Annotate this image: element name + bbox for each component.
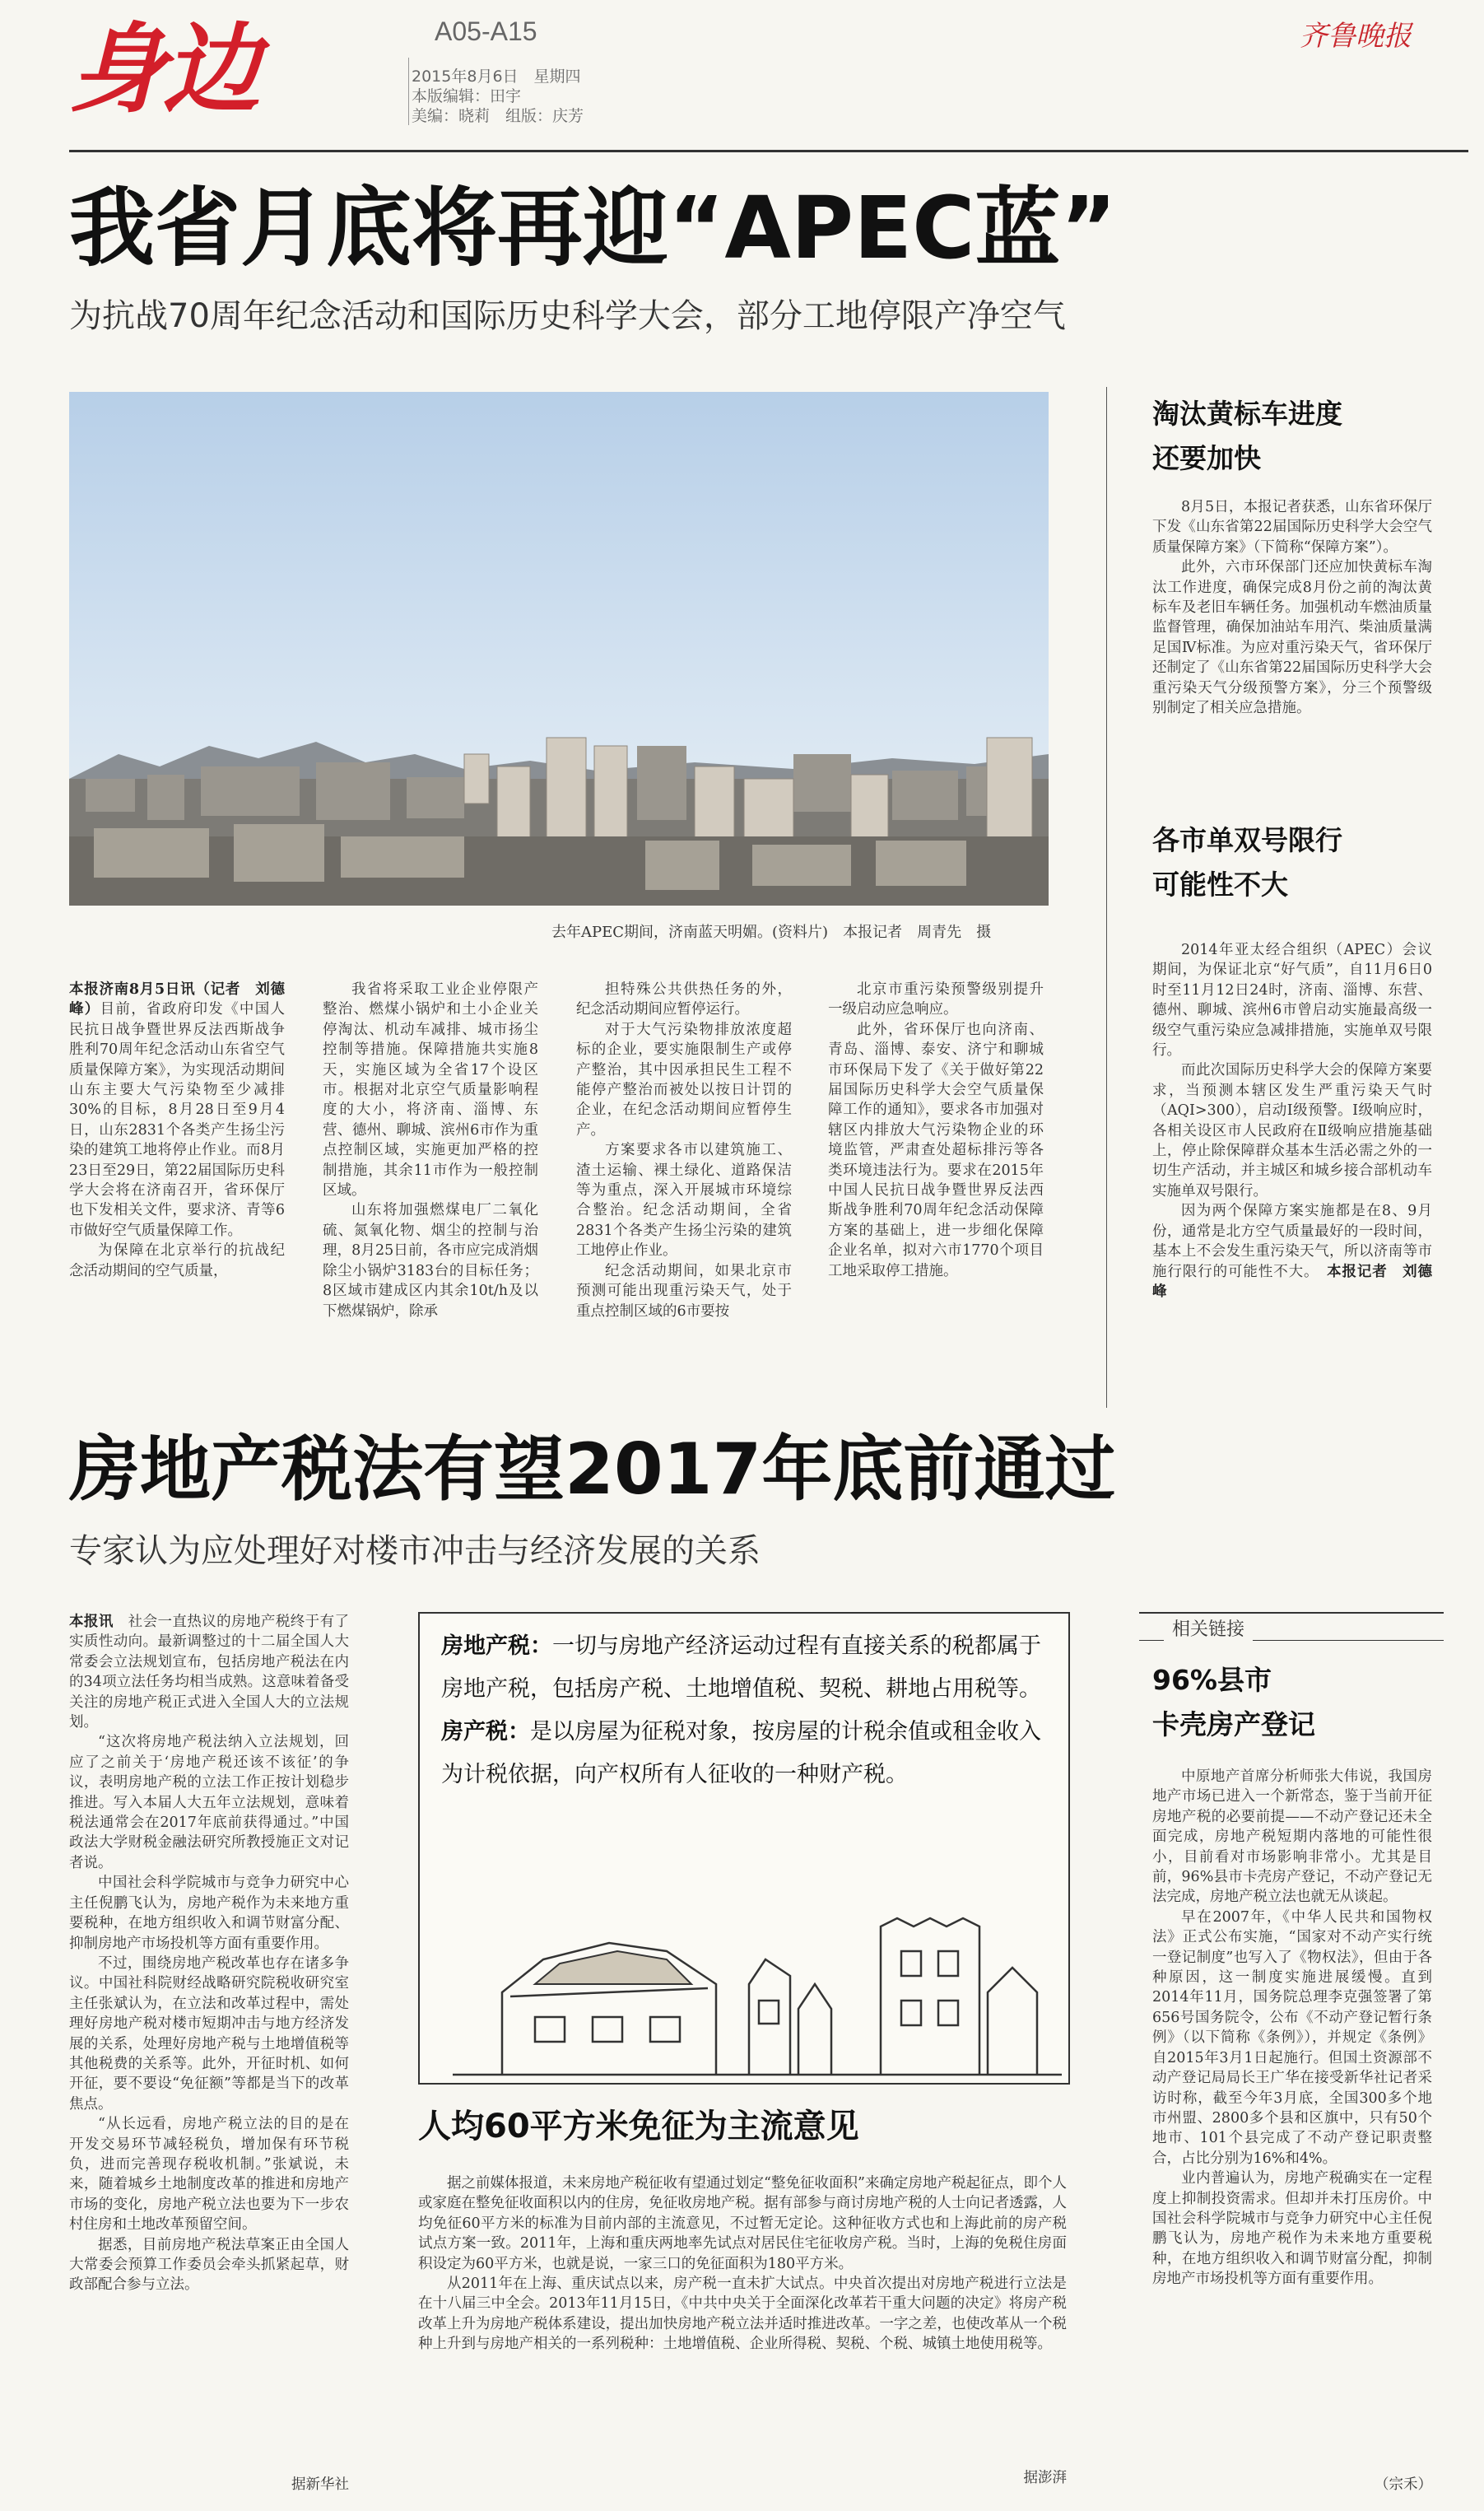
paragraph: 早在2007年，《中华人民共和国物权法》正式公布实施，“国家对不动产实行统一登记制度”也写入了《物权法》，但由于各种原因，这一制度实施进展缓慢。直到2014年11月，国务院总理李克强签署了第656号国务院令，公布《不动产登记暂行条例》（以下简称《条例》），并规定《条例》自2015年3月1日起施行。但国土资源部不动产登记局局长王广华在接受新华社记者采访时称，截至今年3月底，全国300多个地市州盟、2800多个县和区旗中，只有50个地市、101个县完成了不动产登记职责整合，占比分别为16%和4%。: [1152, 1908, 1432, 2167]
sidebar-divider: [1106, 387, 1107, 1408]
paragraph: 2014年亚太经合组织（APEC）会议期间，为保证北京“好气质”，自11月6日0时至11月12日24时，济南、淄博、东营、德州、聊城、滨州6市曾启动实施最高级一级空气重污染应急减排措施，实施单双号限行。: [1152, 942, 1432, 1060]
term-label: 房地产税：: [441, 1633, 552, 1659]
page-range: A05-A15: [435, 16, 537, 46]
paragraph: 此外，省环保厅也向济南、青岛、淄博、泰安、济宁和聊城市环保局下发了《关于做好第22届国际历史科学大会空气质量保障工作的通知》，要求各市加强对辖区内排放大气污染物企业的环境监管，严肃查处超标排污等各类环境违法行为。要求在2015年中国人民抗日战争暨世界反法西斯战争胜利70周年纪念活动保障方案的基础上，进一步细化保障企业名单，拟对六市1770个项目工地采取停工措施。: [828, 1021, 1044, 1279]
paragraph: 业内普遍认为，房地产税确实在一定程度上抑制投资需求。但却并未打压房价。中国社会科学院城市与竞争力研究中心主任倪鹏飞认为，房地产税作为未来地方重要税种，在地方组织收入和调节财富分配，抑制房地产市场投机等方面有重要作用。: [1152, 2170, 1432, 2288]
story2-subtitle: 人均60平方米免征为主流意见: [418, 2108, 859, 2145]
editor-credit: 本版编辑：田宇: [412, 87, 522, 105]
paragraph: 纪念活动期间，如果北京市预测可能出现重污染天气，处于重点控制区域的6市要按: [576, 1262, 792, 1320]
issue-date: 2015年8月6日 星期四: [412, 68, 581, 86]
term-definition: 一切与房地产经济运动过程有直接关系的税都属于房地产税，包括房产税、土地增值税、契税、耕地占用税等。: [441, 1633, 1041, 1702]
paragraph: 担特殊公共供热任务的外，纪念活动期间应暂停运行。: [576, 981, 792, 1018]
paragraph: 为保障在北京举行的抗战纪念活动期间的空气质量，: [69, 1242, 285, 1279]
design-credit: 美编：晓莉 组版：庆芳: [412, 107, 584, 125]
photo-caption: 去年APEC期间，济南蓝天明媚。(资料片) 本报记者 周青先 摄: [551, 924, 992, 941]
related-link-bar: [1139, 1612, 1444, 1641]
side2-title: 各市单双号限行 可能性不大: [1152, 824, 1342, 901]
paragraph: 8月5日，本报记者获悉，山东省环保厅下发《山东省第22届国际历史科学大会空气质量保障方案》（下简称“保障方案”）。: [1152, 499, 1432, 556]
story2-column-1: [69, 1612, 349, 2476]
newspaper-brand: 齐鲁晚报: [1300, 20, 1412, 53]
paragraph: 此外，六市环保部门还应加快黄标车淘汰工作进度，确保完成8月份之前的淘汰黄标车及老旧车辆任务。加强机动车燃油质量监督管理，确保加油站车用汽、柴油质量满足国Ⅳ标准。为应对重污染天气，省环保厅还制定了《山东省第22届国际历史科学大会重污染天气分级预警方案》，分三个预警级别制定了相关应急措施。: [1152, 559, 1432, 717]
paragraph: 因为两个保障方案实施都是在8、9月份，通常是北方空气质量最好的一段时间，基本上不会发生重污染天气，所以济南等市施行限行的可能性不大。 本报记者 刘德峰: [1152, 1203, 1432, 1300]
story2-bottom-source: 据澎湃: [1023, 2470, 1067, 2486]
paragraph: 山东将加强燃煤电厂二氧化硫、氮氧化物、烟尘的控制与治理，8月25日前，各市应完成消烟除尘小锅炉3183台的目标任务；8区域市建成区内其余10t/h及以下燃煤锅炉，除承: [323, 1202, 538, 1320]
dateline: 本报讯: [69, 1614, 114, 1630]
story2-headline: 房地产税法有望2017年底前通过: [69, 1428, 1116, 1511]
paragraph: 目前，省政府印发《中国人民抗日战争暨世界反法西斯战争胜利70周年纪念活动山东省空气质量保障方案》，为实现活动期间山东主要大气污染物至少减排30%的目标，8月28日至9月4日，山东2831个各类产生扬尘污染的建筑工地将停止作业。而8月23日至29日，第22届国际历史科学大会将在济南召开，省环保厅也下发相关文件，要求济、青等6市做好空气质量保障工作。: [69, 1001, 285, 1239]
story1-column-4: [828, 980, 1044, 1391]
paragraph: 而此次国际历史科学大会的保障方案要求，当预测本辖区发生严重污染天气时（AQI>300），启动I级预警。I级响应时，各相关设区市人民政府在Ⅱ级响应措施基础上，停止除保障群众基本生活必需之外的一切生产活动，并主城区和城乡接合部机动车实施单双号限行。: [1152, 1062, 1432, 1200]
paragraph: 据悉，目前房地产税法草案正由全国人大常委会预算工作委员会牵头抓紧起草，财政部配合参与立法。: [69, 2236, 349, 2294]
story2-source: 据新华社: [291, 2476, 349, 2493]
paragraph: 中国社会科学院城市与竞争力研究中心主任倪鹏飞认为，房地产税作为未来地方重要税种，在地方组织收入和调节财富分配、抑制房地产市场投机等方面有重要作用。: [69, 1875, 349, 1952]
paragraph: 据之前媒体报道，未来房地产税征收有望通过划定“整免征收面积”来确定房地产税起征点，即个人或家庭在整免征收面积以内的住房，免征收房地产税。据有部参与商讨房地产税的人士向记者透露，人均免征60平方米的标准为目前内部的主流意见，不过暂无定论。这种征收方式也和上海此前的房产税试点方案一致。2011年，上海和重庆两地率先试点对居民住宅征收房产税。当时，上海的免税住房面积设定为60平方米，也就是说，一家三口的免征面积为180平方米。: [418, 2175, 1067, 2272]
story2-bottom-body: [418, 2173, 1067, 2478]
header-divider: [408, 58, 409, 125]
paragraph: 中原地产首席分析师张大伟说，我国房地产市场已进入一个新常态，鉴于当前开征房地产税的必要前提——不动产登记还未全面完成，房地产税短期内落地的可能性很小，目前看对市场影响非常小。尤其是目前，96%县市卡壳房产登记，不动产登记无法完成，房地产税立法也就无从谈起。: [1152, 1768, 1432, 1906]
dateline: 本报济南8月5日讯（记者 刘德峰）: [69, 981, 285, 1018]
term-label: 房产税：: [441, 1719, 530, 1745]
section-logo: 身边: [69, 12, 258, 126]
byline: 本报记者 刘德峰: [1152, 1263, 1432, 1300]
definition-cartoon: [418, 1612, 1070, 2085]
paragraph: 从2011年在上海、重庆试点以来，房产税一直未扩大试点。中央首次提出对房地产税进行立法是在十八届三中全会。2013年11月15日，《中共中央关于全面深化改革若干重大问题的决定》将房产税改革上升为房地产税体系建设，提出加快房地产税立法并适时推进改革。一字之差，也使改革从一个税种上升到与房地产相关的一系列税种：土地增值税、企业所得税、契税、个税、城镇土地使用税等。: [418, 2276, 1067, 2353]
story2-side-byline: （宗禾）: [1375, 2476, 1432, 2493]
paragraph: “这次将房地产税法纳入立法规划，回应了之前关于‘房地产税还该不该征’的争议，表明房地产税的立法工作正按计划稳步推进。写入本届人大五年立法规划，意味着税法通常会在2017年底前获得通过。”中国政法大学财税金融法研究所教授施正文对记者说。: [69, 1734, 349, 1871]
story2-side-body: [1152, 1767, 1432, 2468]
cartoon-text: [441, 1625, 1046, 1796]
side2-body: [1152, 940, 1432, 1406]
paragraph: 我省将采取工业企业停限产整治、燃煤小锅炉和土小企业关停淘汰、机动车减排、城市扬尘控制等措施。保障措施共实施8天，实施区域为全省17个设区市。根据对北京空气质量影响程度的大小，将济南、淄博、东营、德州、聊城、滨州6市作为重点控制区域，实施更加严格的控制措施，其余11市作为一般控制区域。: [323, 981, 538, 1200]
story2-side-title: 96%县市 卡壳房产登记: [1152, 1664, 1315, 1740]
related-label: 相关链接: [1164, 1615, 1253, 1641]
story1-column-2: [323, 980, 538, 1391]
paragraph: 不过，围绕房地产税改革也存在诸多争议。中国社科院财经战略研究院税收研究室主任张斌认为，在立法和改革过程中，需处理好房地产税对楼市短期冲击与地方经济发展的关系，处理好房地产税与土地增值税等其他税费的关系等。此外，开征时机、如何开征，要不要设“免征额”等都是当下的改革焦点。: [69, 1954, 349, 2113]
story2-subhead: 专家认为应处理好对楼市冲击与经济发展的关系: [69, 1532, 761, 1570]
story1-headline: 我省月底将再迎“APEC蓝”: [69, 178, 1117, 278]
paragraph: 对于大气污染物排放浓度超标的企业，要实施限制生产或停产整治，其中因承担民生工程不能停产整治而被处以按日计罚的企业，在纪念活动期间应暂停生产。: [576, 1021, 792, 1139]
paragraph: 北京市重污染预警级别提升一级启动应急响应。: [828, 981, 1044, 1018]
paragraph: 社会一直热议的房地产税终于有了实质性动向。最新调整过的十二届全国人大常委会立法规划宣布，包括房地产税法在内的34项立法任务均相当成熟。这意味着备受关注的房地产税正式进入全国人大的立法规划。: [69, 1614, 349, 1731]
story1-column-1: [69, 980, 285, 1391]
paragraph: 方案要求各市以建筑施工、渣土运输、裸土绿化、道路保洁等为重点，深入开展城市环境综合整治。纪念活动期间，全省2831个各类产生扬尘污染的建筑工地停止作业。: [576, 1142, 792, 1260]
header-rule: [69, 150, 1468, 152]
story1-photo: [69, 392, 1049, 906]
story1-column-3: [576, 980, 792, 1391]
side1-body: [1152, 497, 1432, 802]
side1-title: 淘汰黄标车进度 还要加快: [1152, 398, 1342, 474]
story1-subhead: 为抗战70周年纪念活动和国际历史科学大会，部分工地停限产净空气: [69, 297, 1066, 335]
paragraph: “从长远看，房地产税立法的目的是在开发交易环节减轻税负，增加保有环节税负，进而完善现存税收机制。”张斌说，未来，随着城乡土地制度改革的推进和房地产市场的变化，房地产税立法也要为下一步农村住房和土地改革预留空间。: [69, 2116, 349, 2234]
term-definition: 是以房屋为征税对象，按房屋的计税余值或租金收入为计税依据，向产权所有人征收的一种财产税。: [441, 1719, 1041, 1787]
house-illustration: [420, 1828, 1068, 2083]
